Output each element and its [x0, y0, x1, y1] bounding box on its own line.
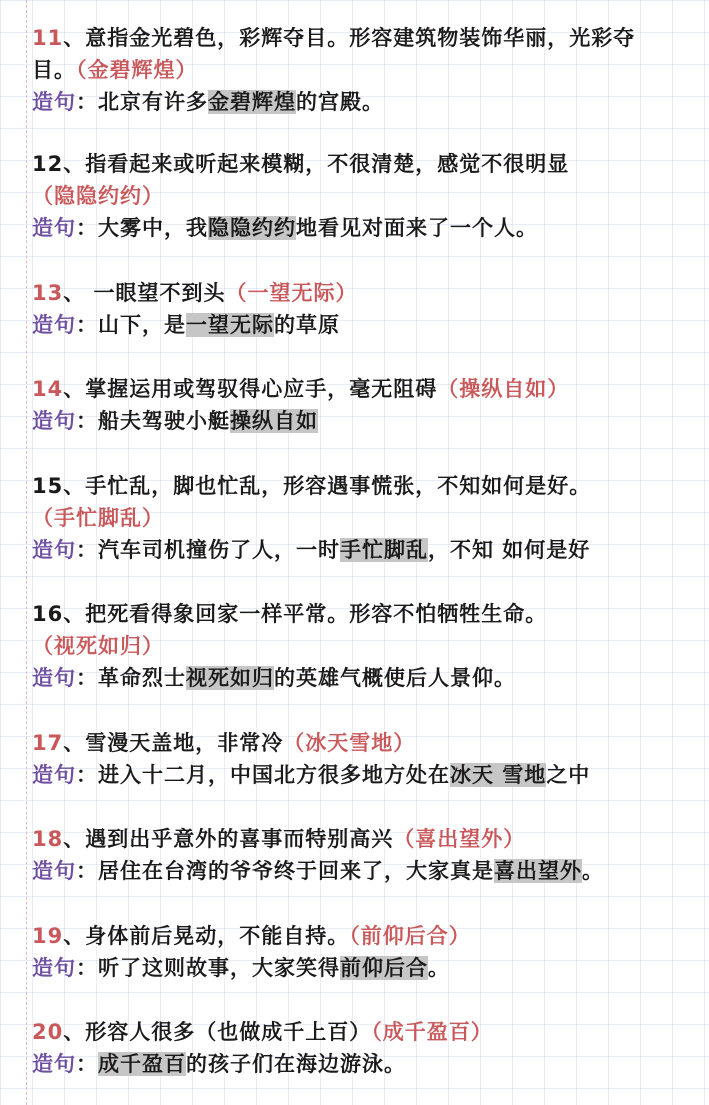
example-text: ：居住在台湾的爷爷终于回来了，大家真是: [76, 859, 494, 883]
example-text: 。: [582, 859, 604, 883]
paren-open: （: [437, 377, 460, 401]
example-text: ：北京有许多: [76, 90, 208, 114]
example-sentence: [32, 1048, 702, 1080]
example-highlight: 隐隐约约: [208, 216, 296, 240]
entry-number: 16: [32, 602, 64, 626]
example-text: ，不知 如何是好: [428, 538, 591, 562]
paren-open: （: [32, 184, 54, 208]
example-text: 之中: [546, 763, 591, 787]
example-text: ：山下，是: [76, 313, 186, 337]
definition-line: [32, 373, 702, 405]
idiom-entry-17: [32, 727, 702, 791]
example-sentence: [32, 855, 702, 887]
paren-close: ）: [393, 731, 416, 755]
notebook-margin-line: [26, 0, 27, 1105]
example-text: ：船夫驾驶小艇: [76, 409, 230, 433]
example-label: 造句: [32, 538, 76, 562]
example-text: 的孩子们在海边游泳。: [186, 1052, 406, 1076]
paren-close: ）: [175, 58, 198, 82]
idiom-answer: 前仰后合: [360, 924, 449, 948]
definition-text: 、 一眼望不到头: [63, 281, 226, 305]
example-label: 造句: [32, 313, 76, 337]
idiom-answer: 喜出望外: [415, 827, 504, 851]
example-label: 造句: [32, 409, 76, 433]
example-highlight: 成千盈百: [98, 1052, 186, 1076]
definition-text: 目。: [32, 58, 76, 82]
entry-number: 14: [32, 377, 64, 401]
entry-number: 11: [32, 26, 64, 50]
entry-number: 18: [32, 827, 64, 851]
idiom-answer: 隐隐约约: [54, 184, 142, 208]
example-highlight: 冰天 雪地: [450, 763, 547, 787]
idiom-answer: 一望无际: [247, 281, 336, 305]
definition-line: [32, 22, 702, 54]
example-sentence: [32, 405, 702, 437]
example-text: 。: [428, 956, 450, 980]
example-highlight: 操纵自如: [230, 409, 318, 433]
entry-number: 19: [32, 924, 64, 948]
definition-line: [32, 502, 702, 534]
idiom-entry-13: [32, 277, 702, 341]
example-sentence: [32, 952, 702, 984]
idiom-entry-16: [32, 598, 702, 694]
definition-line: [32, 823, 702, 855]
definition-text: 、把死看得象回家一样平常。形容不怕牺牲生命。: [63, 602, 548, 626]
definition-text: 、雪漫天盖地，非常冷: [63, 731, 284, 755]
example-label: 造句: [32, 666, 76, 690]
entry-number: 13: [32, 281, 64, 305]
idiom-entry-19: [32, 920, 702, 984]
entry-number: 15: [32, 474, 64, 498]
example-label: 造句: [32, 216, 76, 240]
example-text: ：革命烈士: [76, 666, 186, 690]
example-sentence: [32, 662, 702, 694]
definition-line: [32, 470, 702, 502]
definition-line: [32, 148, 702, 180]
example-highlight: 前仰后合: [340, 956, 428, 980]
idiom-answer: 操纵自如: [459, 377, 548, 401]
example-sentence: [32, 759, 702, 791]
paren-close: ）: [448, 924, 471, 948]
paren-close: ）: [503, 827, 526, 851]
paren-close: ）: [547, 377, 570, 401]
definition-line: [32, 920, 702, 952]
paren-open: （: [283, 731, 306, 755]
example-text: 地看见对面来了一个人。: [296, 216, 538, 240]
example-sentence: [32, 86, 702, 118]
definition-text: 、形容人很多（也做成千上百）: [63, 1020, 372, 1044]
definition-line: [32, 54, 702, 86]
idiom-entry-12: [32, 148, 702, 244]
example-label: 造句: [32, 1052, 76, 1076]
paren-close: ）: [142, 634, 164, 658]
definition-line: [32, 1016, 702, 1048]
definition-text: 、遇到出乎意外的喜事而特别高兴: [63, 827, 394, 851]
example-text: ：听了这则故事，大家笑得: [76, 956, 340, 980]
idiom-answer: 手忙脚乱: [54, 506, 142, 530]
paren-open: （: [225, 281, 248, 305]
example-highlight: 视死如归: [186, 666, 274, 690]
example-sentence: [32, 534, 702, 566]
definition-text: 、掌握运用或驾驭得心应手，毫无阻碍: [63, 377, 438, 401]
paren-open: （: [32, 634, 54, 658]
example-label: 造句: [32, 90, 76, 114]
paren-open: （: [76, 58, 88, 82]
example-text: ：进入十二月，中国北方很多地方处在: [76, 763, 450, 787]
paren-close: ）: [470, 1020, 493, 1044]
idiom-entry-15: [32, 470, 702, 566]
idiom-entry-11: [32, 22, 702, 118]
definition-text: 、指看起来或听起来模糊，不很清楚，感觉不很明显: [63, 152, 570, 176]
example-label: 造句: [32, 956, 76, 980]
example-sentence: [32, 309, 702, 341]
definition-text: 、手忙乱，脚也忙乱，形容遇事慌张，不知如何是好。: [63, 474, 592, 498]
paren-open: （: [371, 1020, 383, 1044]
definition-line: [32, 727, 702, 759]
idiom-entry-18: [32, 823, 702, 887]
example-text: ：汽车司机撞伤了人，一时: [76, 538, 340, 562]
example-highlight: 金碧辉煌: [208, 90, 296, 114]
example-label: 造句: [32, 763, 76, 787]
example-sentence: [32, 212, 702, 244]
example-highlight: 喜出望外: [494, 859, 582, 883]
entry-number: 20: [32, 1020, 64, 1044]
entry-number: 12: [32, 152, 64, 176]
paren-open: （: [32, 506, 54, 530]
paren-open: （: [349, 924, 361, 948]
definition-line: [32, 598, 702, 630]
definition-line: [32, 630, 702, 662]
example-text: ：: [76, 1052, 98, 1076]
paren-open: （: [393, 827, 416, 851]
idiom-answer: 视死如归: [54, 634, 142, 658]
example-text: 的宫殿。: [296, 90, 384, 114]
paren-close: ）: [142, 506, 164, 530]
idiom-answer: 金碧辉煌: [87, 58, 176, 82]
example-highlight: 一望无际: [186, 313, 274, 337]
definition-line: [32, 180, 702, 212]
definition-text: 、意指金光碧色，彩辉夺目。形容建筑物装饰华丽，光彩夺: [63, 26, 636, 50]
paren-close: ）: [142, 184, 164, 208]
definition-text: 、身体前后晃动，不能自持。: [63, 924, 350, 948]
idiom-entry-14: [32, 373, 702, 437]
idiom-answer: 成千盈百: [382, 1020, 471, 1044]
idiom-answer: 冰天雪地: [305, 731, 394, 755]
example-text: 的草原: [274, 313, 340, 337]
paren-close: ）: [335, 281, 358, 305]
idiom-entry-20: [32, 1016, 702, 1080]
example-text: 的英雄气概使后人景仰。: [274, 666, 516, 690]
entry-number: 17: [32, 731, 64, 755]
example-text: ：大雾中，我: [76, 216, 208, 240]
definition-line: [32, 277, 702, 309]
example-label: 造句: [32, 859, 76, 883]
example-highlight: 手忙脚乱: [340, 538, 428, 562]
